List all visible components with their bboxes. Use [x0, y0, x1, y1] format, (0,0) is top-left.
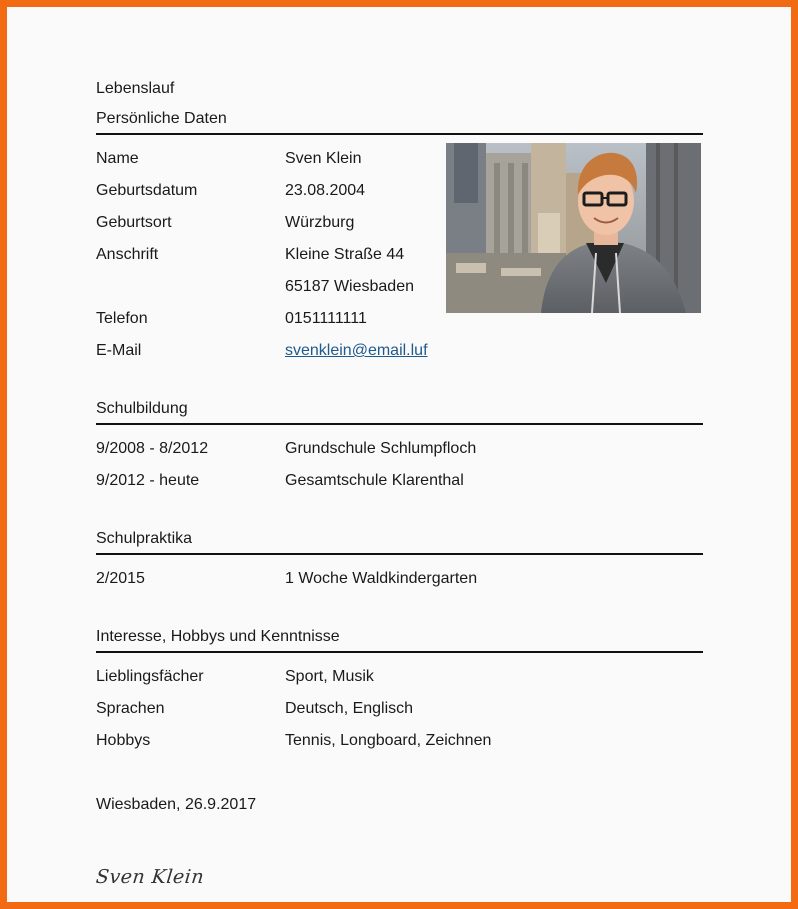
profile-photo — [446, 143, 701, 313]
row-value: 0151111111 — [285, 310, 367, 327]
section-spacer — [96, 367, 703, 399]
row-value: 65187 Wiesbaden — [285, 278, 414, 295]
row-label — [96, 271, 285, 303]
signature: Sven Klein — [94, 866, 206, 888]
row-label: 9/2012 - heute — [96, 472, 200, 489]
row-label: Sprachen — [96, 700, 165, 717]
row-label: Name — [96, 150, 139, 167]
row-value: 1 Woche Waldkindergarten — [285, 570, 478, 587]
interessen-row — [96, 661, 703, 693]
document-title: Lebenslauf — [96, 80, 175, 97]
schulbildung-row — [96, 465, 703, 497]
schulbildung-row — [96, 433, 703, 465]
section-spacer — [96, 757, 703, 789]
row-label: Telefon — [96, 310, 148, 327]
schulpraktika-row — [96, 563, 703, 595]
row-value: Deutsch, Englisch — [285, 700, 414, 717]
section-heading-schulpraktika: Schulpraktika — [96, 529, 703, 555]
interessen-row — [96, 725, 703, 757]
section-spacer — [96, 497, 703, 529]
row-value: Kleine Straße 44 — [285, 246, 405, 263]
row-value: Tennis, Longboard, Zeichnen — [285, 732, 492, 749]
row-label: Geburtsdatum — [96, 182, 198, 199]
personal-row-email — [96, 335, 703, 367]
section-heading-schulbildung: Schulbildung — [96, 399, 703, 425]
row-label: 2/2015 — [96, 570, 145, 587]
row-value: Würzburg — [285, 214, 355, 231]
place-date-text: Wiesbaden, 26.9.2017 — [96, 796, 257, 813]
section-heading-personal: Persönliche Daten — [96, 109, 703, 135]
row-label: E-Mail — [96, 342, 142, 359]
email-link[interactable]: svenklein@email.luf — [285, 342, 428, 359]
row-label: 9/2008 - 8/2012 — [96, 440, 209, 457]
place-date — [96, 789, 703, 821]
row-label: Geburtsort — [96, 214, 172, 231]
row-label: Lieblingsfächer — [96, 668, 204, 685]
section-heading-interessen: Interesse, Hobbys und Kenntnisse — [96, 627, 703, 653]
row-value: Sven Klein — [285, 150, 362, 167]
section-spacer — [96, 595, 703, 627]
interessen-row — [96, 693, 703, 725]
row-label: Anschrift — [96, 246, 159, 263]
row-value: 23.08.2004 — [285, 182, 366, 199]
cv-page — [96, 79, 703, 821]
row-value: Sport, Musik — [285, 668, 374, 685]
row-value: Gesamtschule Klarenthal — [285, 472, 464, 489]
row-value — [285, 335, 703, 367]
row-value: Grundschule Schlumpfloch — [285, 440, 477, 457]
row-label: Hobbys — [96, 732, 151, 749]
personal-data-block — [96, 143, 703, 367]
